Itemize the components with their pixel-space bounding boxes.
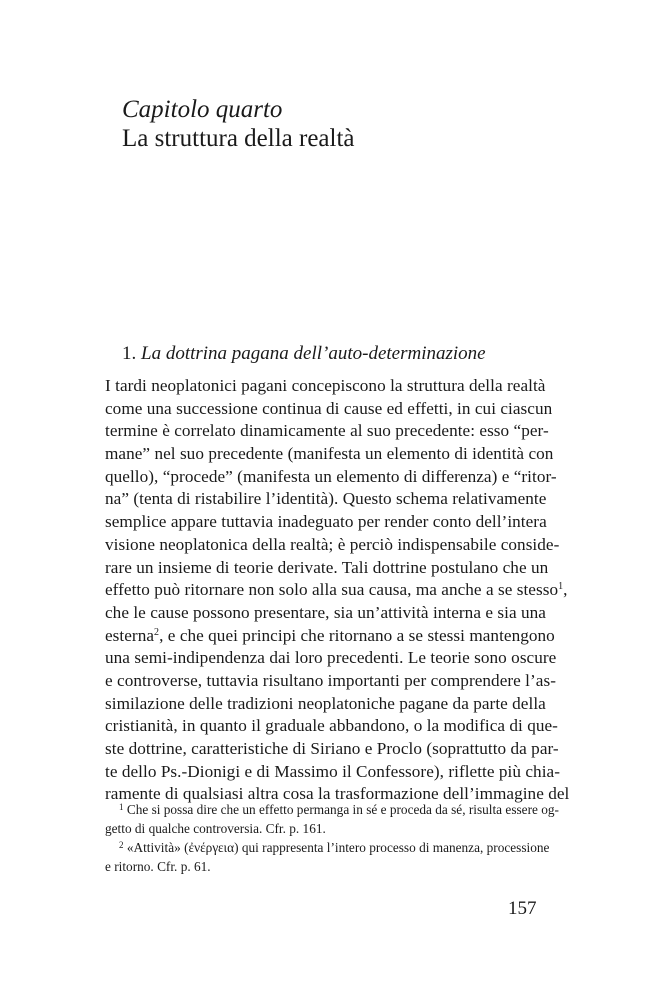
body-line	[105, 625, 555, 648]
body-line: te dello Ps.-Dionigi e di Massimo il Confessore), riflette più chia-	[105, 761, 560, 781]
body-line-text: effetto può ritornare non solo alla sua causa, ma anche a se stesso	[105, 580, 559, 600]
chapter-label: Capitolo quarto	[122, 96, 283, 123]
footnote-1	[105, 800, 559, 819]
body-line: che le cause possono presentare, sia un’attività interna e sia una	[105, 602, 546, 622]
body-line: e controverse, tuttavia risultano importanti per comprendere l’as-	[105, 670, 556, 690]
body-line: come una successione continua di cause ed effetti, in cui ciascun	[105, 398, 553, 418]
body-line-text: ,	[563, 580, 568, 600]
body-line: quello), “procede” (manifesta un elemento di differenza) e “ritor-	[105, 466, 557, 486]
footnote-marker-1: 1	[119, 802, 124, 812]
footnote-2	[105, 838, 550, 857]
body-line: rare un insieme di teorie derivate. Tali dottrine postulano che un	[105, 557, 549, 577]
body-text	[105, 375, 570, 806]
body-line: ramente di qualsiasi altra cosa la trasformazione dell’immagine del	[105, 784, 570, 804]
page-number: 157	[508, 898, 537, 919]
footnotes	[105, 800, 559, 876]
body-line: termine è correlato dinamicamente al suo precedente: esso “per-	[105, 421, 549, 441]
body-line: una semi-indipendenza dai loro precedenti. Le teorie sono oscure	[105, 648, 557, 668]
body-line: visione neoplatonica della realtà; è perciò indispensabile conside-	[105, 534, 560, 554]
body-line: semplice appare tuttavia inadeguato per render conto dell’intera	[105, 512, 547, 532]
body-line-text: , e che quei principi che ritornano a se stessi mantengono	[159, 625, 555, 645]
chapter-title: La struttura della realtà	[122, 125, 355, 152]
section-heading	[122, 343, 486, 365]
footnote-1-continued: getto di qualche controversia. Cfr. p. 161.	[105, 821, 326, 836]
body-line	[105, 579, 568, 602]
footnote-2-continued: e ritorno. Cfr. p. 61.	[105, 859, 211, 874]
body-line-text: esterna	[105, 625, 155, 645]
section-title: La dottrina pagana dell’auto-determinazione	[141, 343, 486, 364]
footnote-marker-2: 2	[119, 840, 124, 850]
footnote-ref-2[interactable]: 2	[154, 626, 160, 638]
footnote-text: Che si possa dire che un effetto permanga in sé e proceda da sé, risulta essere og-	[126, 802, 559, 817]
footnote-text: «Attività» (ἐνέργεια) qui rappresenta l’intero processo di manenza, processione	[126, 840, 550, 855]
body-line: similazione delle tradizioni neoplatoniche pagane da parte della	[105, 693, 546, 713]
body-line: na” (tenta di ristabilire l’identità). Questo schema relativamente	[105, 489, 547, 509]
section-number: 1.	[122, 343, 137, 364]
body-line: mane” nel suo precedente (manifesta un elemento di identità con	[105, 444, 554, 464]
body-line: cristianità, in quanto il graduale abbandono, o la modifica di que-	[105, 716, 558, 736]
footnote-ref-1[interactable]: 1	[558, 581, 564, 593]
body-line: I tardi neoplatonici pagani concepiscono la struttura della realtà	[105, 376, 546, 395]
body-line: ste dottrine, caratteristiche di Siriano e Proclo (soprattutto da par-	[105, 739, 559, 758]
